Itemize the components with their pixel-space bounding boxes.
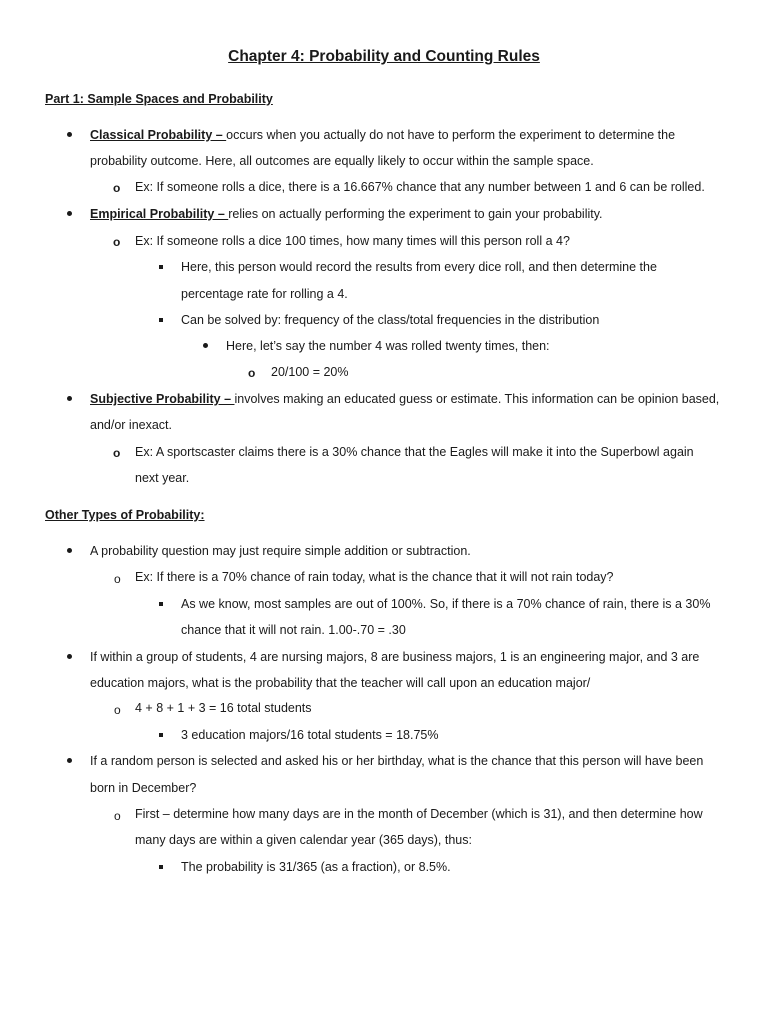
bullet-square — [159, 318, 163, 322]
bullet-ring: o — [114, 703, 121, 717]
other-item1: A probability question may just require simple addition or subtraction. — [90, 544, 471, 558]
other-item1-sub-line1: As we know, most samples are out of 100%. So, if there is a 70% chance of rain, there is a 30% — [181, 597, 711, 611]
bullet-square — [159, 265, 163, 269]
bullet-ring: o — [114, 572, 121, 586]
bullet-square — [159, 602, 163, 606]
other-item2-sub: 3 education majors/16 total students = 18.75% — [181, 728, 439, 742]
classical-example: Ex: If someone rolls a dice, there is a 16.667% chance that any number between 1 and 6 can be rolled. — [135, 180, 705, 194]
bullet-disc — [67, 211, 72, 216]
subjective-line2: and/or inexact. — [90, 418, 172, 432]
bullet-disc — [67, 654, 72, 659]
subjective-example-line2: next year. — [135, 471, 190, 485]
section-heading-part1: Part 1: Sample Spaces and Probability — [45, 92, 273, 106]
empirical-text: relies on actually performing the experiment to gain your probability. — [228, 207, 603, 221]
other-item2-example: 4 + 8 + 1 + 3 = 16 total students — [135, 701, 312, 715]
bullet-ring: o — [114, 809, 121, 823]
empirical-line1 — [90, 206, 603, 222]
bullet-ring: o — [113, 446, 121, 460]
page-title: Chapter 4: Probability and Counting Rules — [228, 48, 540, 65]
classical-line1 — [90, 127, 675, 143]
subjective-text: involves making an educated guess or estimate. This information can be opinion based, — [234, 392, 720, 406]
bullet-ring: o — [113, 181, 121, 195]
bullet-ring: o — [113, 235, 121, 249]
subjective-example-line1: Ex: A sportscaster claims there is a 30% chance that the Eagles will make it into the Superbowl again — [135, 445, 694, 459]
bullet-disc — [67, 132, 72, 137]
section-heading-other: Other Types of Probability: — [45, 508, 205, 522]
other-item3-sub: The probability is 31/365 (as a fraction), or 8.5%. — [181, 860, 451, 874]
subjective-term: Subjective Probability – — [90, 392, 235, 406]
empirical-example: Ex: If someone rolls a dice 100 times, how many times will this person roll a 4? — [135, 234, 570, 248]
bullet-disc — [67, 548, 72, 553]
empirical-term: Empirical Probability – — [90, 207, 229, 221]
empirical-sub2: Can be solved by: frequency of the class/total frequencies in the distribution — [181, 313, 600, 327]
empirical-sub3: Here, let’s say the number 4 was rolled twenty times, then: — [226, 339, 550, 353]
bullet-square — [159, 865, 163, 869]
other-item2-line1: If within a group of students, 4 are nursing majors, 8 are business majors, 1 is an engineering major, and 3 are — [90, 650, 700, 664]
other-item3-line2: born in December? — [90, 781, 197, 795]
other-item3-example-line2: many days are within a given calendar year (365 days), thus: — [135, 833, 472, 847]
other-item3-line1: If a random person is selected and asked his or her birthday, what is the chance that this person will have been — [90, 754, 704, 768]
classical-text: occurs when you actually do not have to perform the experiment to determine the — [226, 128, 676, 142]
other-item1-sub-line2: chance that it will not rain. 1.00-.70 = .30 — [181, 623, 406, 637]
other-item3-example-line1: First – determine how many days are in the month of December (which is 31), and then determine how — [135, 807, 703, 821]
other-item2-line2: education majors, what is the probability that the teacher will call upon an education major/ — [90, 676, 591, 690]
bullet-disc — [67, 758, 72, 763]
bullet-square — [159, 733, 163, 737]
empirical-sub1-line1: Here, this person would record the results from every dice roll, and then determine the — [181, 260, 657, 274]
classical-line2: probability outcome. Here, all outcomes are equally likely to occur within the sample space. — [90, 154, 594, 168]
classical-term: Classical Probability – — [90, 128, 227, 142]
bullet-disc — [67, 396, 72, 401]
empirical-sub4: 20/100 = 20% — [271, 365, 349, 379]
bullet-disc — [203, 343, 208, 348]
other-item1-example: Ex: If there is a 70% chance of rain today, what is the chance that it will not rain today? — [135, 570, 614, 584]
subjective-line1 — [90, 391, 719, 407]
empirical-sub1-line2: percentage rate for rolling a 4. — [181, 287, 348, 301]
bullet-ring: o — [248, 366, 256, 380]
